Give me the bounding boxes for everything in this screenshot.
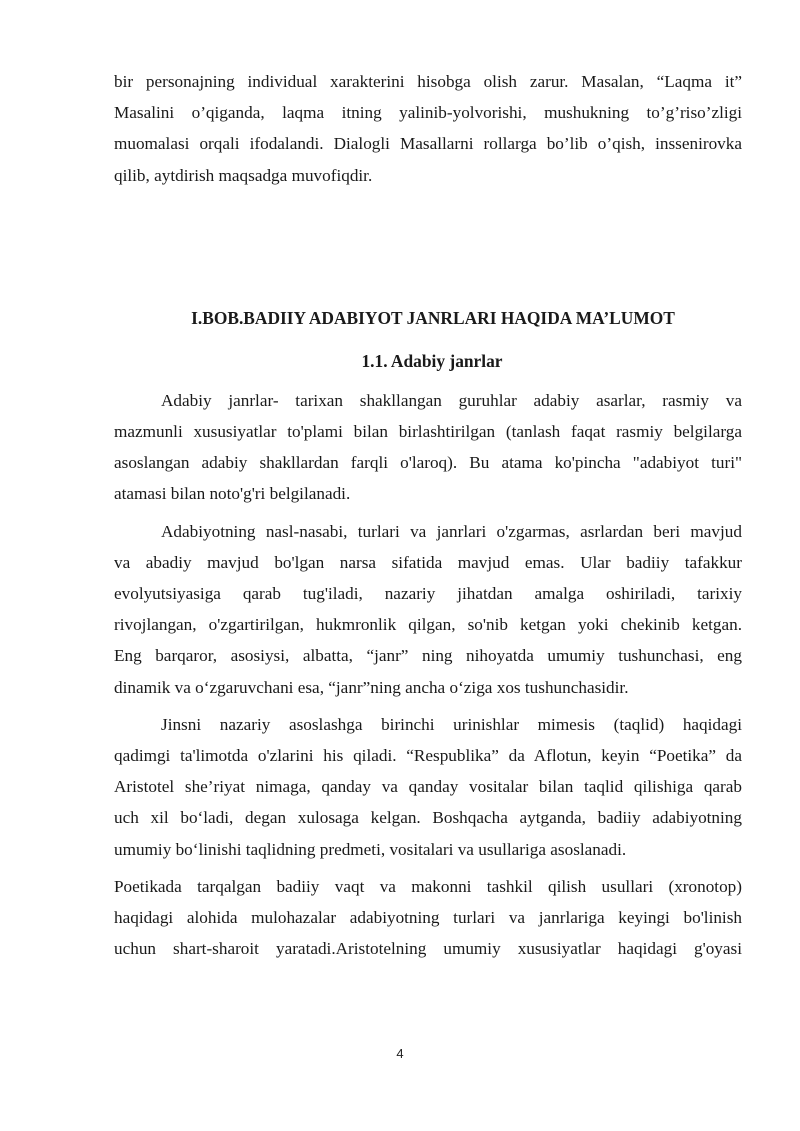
text-line: Masalini o’qiganda, laqma itning yalinib-yolvorishi, mushukning to’g’riso’zligi	[114, 103, 742, 123]
page-number: 4	[396, 1046, 404, 1061]
paragraph	[114, 709, 742, 865]
text-line: Aristotel she’riyat nimaga, qanday va qanday vositalar bilan taqlid qilishiga qarab	[114, 777, 742, 797]
text-line: uchun shart-sharoit yaratadi.Aristotelning umumiy xususiyatlar haqidagi g'oyasi	[114, 939, 742, 959]
section-title: 1.1. Adabiy janrlar	[361, 350, 503, 371]
text-line: asoslangan adabiy shakllardan farqli o'laroq). Bu atama ko'pincha "adabiyot turi"	[114, 453, 742, 473]
text-line: mazmunli xususiyatlar to'plami bilan birlashtirilgan (tanlash faqat rasmiy belgilarga	[114, 422, 742, 442]
text-line: Poetikada tarqalgan badiiy vaqt va makonni tashkil qilish usullari (xronotop)	[114, 876, 742, 896]
text-line: haqidagi alohida mulohazalar adabiyotning turlari va janrlariga keyingi bo'linish	[114, 908, 742, 928]
text-line: qadimgi ta'limotda o'zlarini his qiladi. “Respublika” da Aflotun, keyin “Poetika” da	[114, 746, 742, 766]
text-line: rivojlangan, o'zgartirilgan, hukmronlik qilgan, so'nib ketgan yoki chekinib ketgan.	[114, 615, 742, 635]
text-line: dinamik va o‘zgaruvchani esa, “janr”ning ancha o‘ziga xos tushunchasidir.	[114, 677, 629, 697]
text-line: qilib, aytdirish maqsadga muvofiqdir.	[114, 165, 373, 185]
text-line: va abadiy mavjud bo'lgan narsa sifatida mavjud emas. Ular badiiy tafakkur	[114, 552, 742, 572]
paragraph	[114, 385, 742, 510]
text-line: Adabiyotning nasl-nasabi, turlari va janrlari o'zgarmas, asrlardan beri mavjud	[161, 521, 742, 541]
text-line: Jinsni nazariy asoslashga birinchi urinishlar mimesis (taqlid) haqidagi	[161, 714, 742, 734]
paragraph	[114, 871, 742, 965]
intro-paragraph	[114, 66, 742, 191]
text-line: uch xil bo‘ladi, degan xulosaga kelgan. Boshqacha aytganda, badiiy adabiyotning	[114, 808, 742, 828]
text-line: Adabiy janrlar- tarixan shakllangan guruhlar adabiy asarlar, rasmiy va	[161, 390, 742, 410]
text-line: atamasi bilan noto'g'ri belgilanadi.	[114, 484, 351, 504]
text-line: umumiy bo‘linishi taqlidning predmeti, vositalari va usullariga asoslanadi.	[114, 839, 627, 859]
text-line: muomalasi orqali ifodalandi. Dialogli Masallarni rollarga bo’lib o’qish, inssenirovka	[114, 134, 742, 154]
paragraph	[114, 516, 742, 703]
chapter-title: I.BOB.BADIIY ADABIYOT JANRLARI HAQIDA MA’LUMOT	[191, 307, 675, 328]
text-line: Eng barqaror, asosiysi, albatta, “janr” ning nihoyatda umumiy tushunchasi, eng	[114, 646, 742, 666]
text-line: bir personajning individual xarakterini hisobga olish zarur. Masalan, “Laqma it”	[114, 72, 742, 91]
document-page	[114, 66, 742, 964]
text-line: evolyutsiyasiga qarab tug'iladi, nazariy jihatdan amalga oshiriladi, tarixiy	[114, 584, 742, 604]
